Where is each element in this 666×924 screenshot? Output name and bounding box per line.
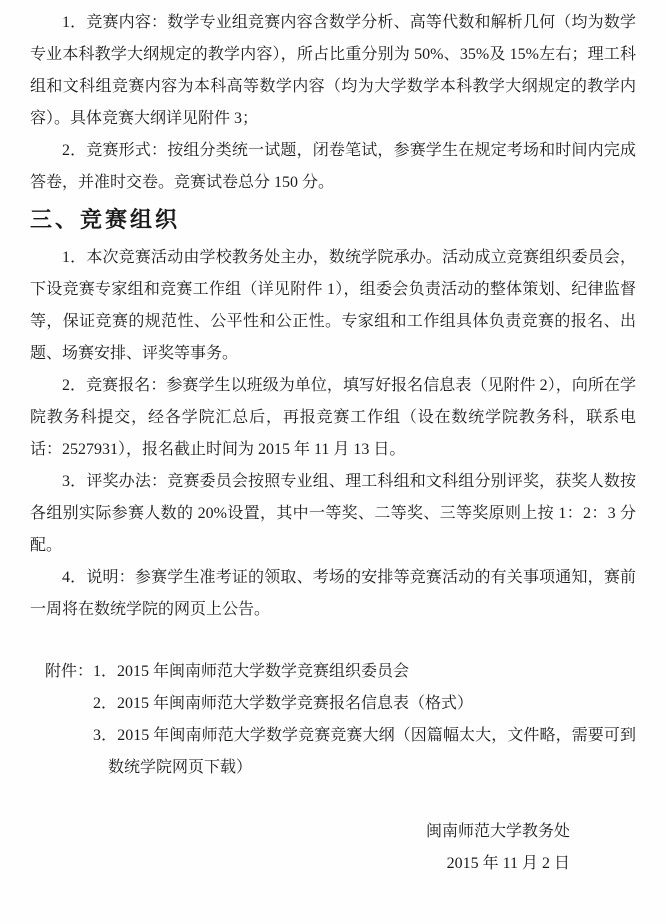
attachment-item-2: 2．2015 年闽南师范大学数学竞赛报名信息表（格式） [93, 695, 474, 712]
paragraph-competition-content: 1．竞赛内容：数学专业组竞赛内容含数学分析、高等代数和解析几何（均为数学专业本科教学大纲规定的教学内容），所占比重分别为 50%、35%及 15%左右；理工科组和文科组竞赛内容为本科高等数学内容（均为大学数学本科教学大纲规定的教学内容）。具体竞赛大纲详见附件 3； [30, 14, 636, 127]
paragraph-notes: 4．说明：参赛学生准考证的领取、考场的安排等竞赛活动的有关事项通知，赛前一周将在数统学院的网页上公告。 [30, 569, 636, 618]
attachments-label: 附件： [45, 663, 94, 680]
attachments-list [93, 656, 636, 784]
paragraph-competition-format: 2．竞赛形式：按组分类统一试题，闭卷笔试，参赛学生在规定考场和时间内完成答卷，并准时交卷。竞赛试卷总分 150 分。 [30, 142, 636, 191]
attachment-item-3: 3．2015 年闽南师范大学数学竞赛竞赛大纲（因篇幅太大，文件略，需要可到数统学院网页下载） [93, 727, 636, 776]
section-heading-competition-organization: 三、竞赛组织 [30, 207, 181, 232]
signature-issuer: 闽南师范大学教务处 [425, 823, 570, 840]
attachment-item-1: 1．2015 年闽南师范大学数学竞赛组织委员会 [93, 663, 410, 680]
paragraph-registration: 2．竞赛报名：参赛学生以班级为单位，填写好报名信息表（见附件 2），向所在学院教务科提交，经各学院汇总后，再报竞赛工作组（设在数统学院教务科，联系电话：2527931），报名截止时间为 2015 年 11 月 13 日。 [30, 377, 636, 458]
signature-date: 2015 年 11 月 2 日 [446, 855, 570, 872]
paragraph-organizers: 1．本次竞赛活动由学校教务处主办，数统学院承办。活动成立竞赛组织委员会，下设竞赛专家组和竞赛工作组（详见附件 1），组委会负责活动的整体策划、纪律监督等，保证竞赛的规范性、公平性和公正性。专家组和工作组具体负责竞赛的报名、出题、场赛安排、评奖等事务。 [30, 249, 636, 362]
signature-block [30, 816, 636, 880]
paragraph-awarding: 3．评奖办法：竞赛委员会按照专业组、理工科组和文科组分别评奖，获奖人数按各组别实际参赛人数的 20%设置，其中一等奖、二等奖、三等奖原则上按 1：2：3 分配。 [30, 473, 636, 554]
attachments-block [30, 656, 636, 784]
